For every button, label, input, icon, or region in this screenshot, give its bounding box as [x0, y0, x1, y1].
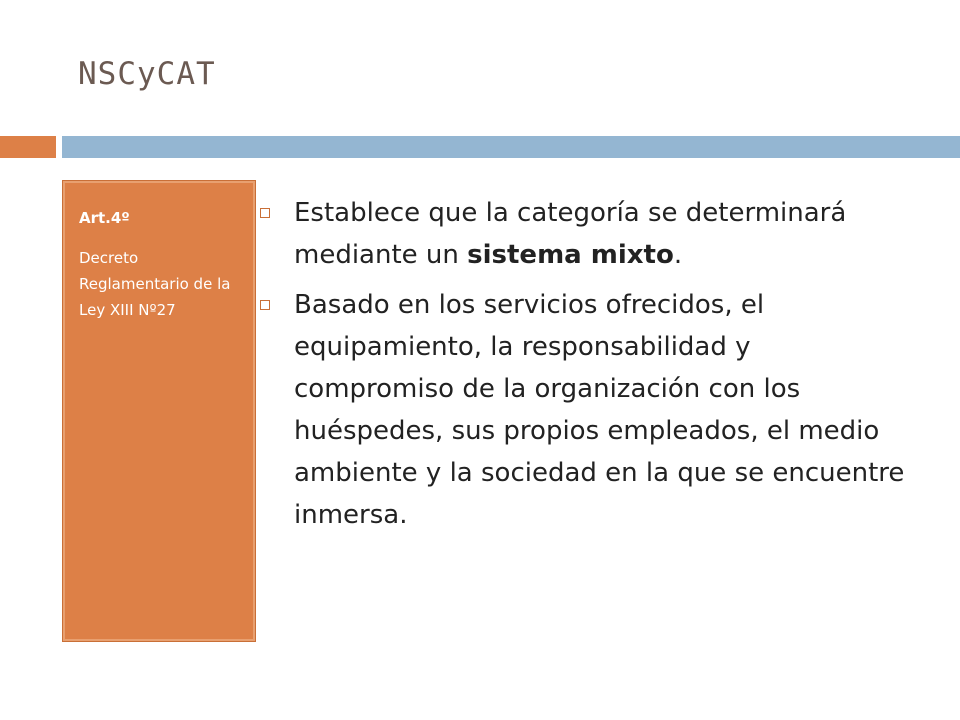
accent-bar-orange: [0, 136, 56, 158]
bullet-1-end: .: [673, 240, 683, 270]
bullet-item-2: [256, 284, 916, 536]
bullet-1-emphasis: sistema mixto: [467, 240, 674, 270]
slide-title: NSCyCAT: [78, 56, 216, 92]
side-panel-heading: Art.4º: [79, 209, 130, 227]
bullet-list: [256, 192, 916, 544]
bullet-item-1: [256, 192, 916, 276]
side-panel: [62, 180, 256, 642]
hollow-square-bullet-icon: [260, 208, 270, 218]
side-panel-body: Decreto Reglamentario de la Ley XIII Nº27: [79, 249, 231, 319]
bullet-2-text: Basado en los servicios ofrecidos, el equipamiento, la responsabilidad y compromiso de la organización con los huéspedes, sus propios empleados, el medio ambiente y la sociedad en la que se encuentre inmersa.: [294, 290, 905, 530]
bullet-1-text: Establece que la categoría se determinará mediante un: [294, 198, 847, 270]
accent-bar-blue: [62, 136, 960, 158]
hollow-square-bullet-icon: [260, 300, 270, 310]
